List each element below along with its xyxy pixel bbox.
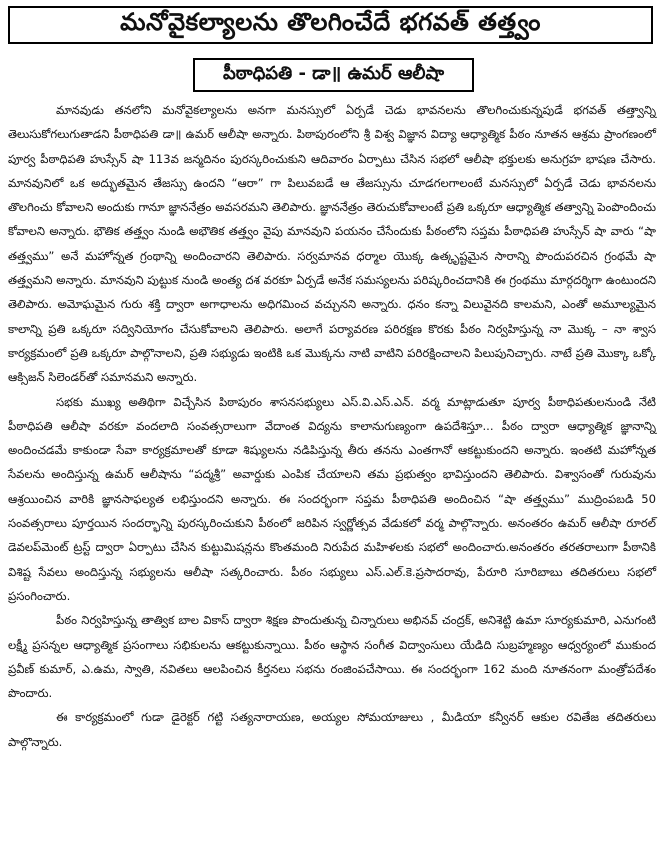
headline-box (8, 6, 653, 44)
article-body (8, 98, 656, 754)
article-paragraph: పీఠం నిర్వహిస్తున్న తాత్విక బాల వికాస్ ద్వారా శిక్షణ పొందుతున్న చిన్నారులు అభినవ్ చంద్రక్, అనిశెట్టి ఉమా సూర్యకుమారి, ఎనుగంటి లక్ష్మీ ప్రసన్నల ఆధ్యాత్మిక ప్రసంగాలు సభికులను ఆకట్టుకున్నాయి. పీఠం ఆస్థాన సంగీత విద్వాంసులు యేడిది సుబ్రహ్మణ్యం ఆధ్వర్యంలో ముకుంద ప్రవీణ్ కుమార్, ఎ.ఉమ, స్వాతి, నవితలు ఆలపించిన కీర్తనలు సభను రంజింపచేసాయి. ఈ సందర్భంగా 162 మంది నూతనంగా మంత్రోపదేశం పొందారు. (8, 613, 656, 701)
byline: పీఠాధిపతి - డా॥ ఉమర్ ఆలీషా (222, 62, 445, 84)
headline: మనోవైకల్యాలను తొలగించేదే భగవత్ తత్త్వం (120, 8, 541, 36)
article-paragraph: సభకు ముఖ్య అతిథిగా విచ్చేసిన పిఠాపురం శాసనసభ్యులు ఎస్.వి.ఎస్.ఎన్. వర్మ మాట్లాడుతూ పూర్వ పీఠాధిపతులనుండి నేటి పీఠాధిపతి ఆలీషా వరకూ వందలాది సంవత్సరాలుగా వేదాంత విద్యను కాలానుగుణ్యంగా ఉపదేశిస్తూ... పీఠం ద్వారా ఆధ్యాత్మిక జ్ఞానాన్ని అందించడమే కాకుండా సేవా కార్యక్రమాలతో కూడా శిష్యులను నడిపిస్తున్న తీరు తనను ఎంతగానో ఆకట్టుకుందని అన్నారు. ఇంతటి మహోన్నత సేవలను అందిస్తున్న ఉమర్ ఆలీషాను “పద్మశ్రీ” అవార్డుకు ఎంపిక చేయాలని తమ ప్రభుత్వం భావిస్తుందని తెలిపారు. విశ్వాసంతో గురువును ఆశ్రయించిన వారికి జ్ఞానసాఫల్యత లభిస్తుందని అన్నారు. ఈ సందర్భంగా సప్తమ పీఠాధిపతి అందించిన “షా తత్త్వము” ముద్రింపబడి 50 సంవత్సరాలు పూర్తయిన సందర్భాన్ని పురస్కరించుకుని పీఠంలో జరిపిన స్వర్ణోత్సవ వేడుకలో వర్మ పాల్గొన్నారు. అనంతరం ఉమర్ ఆలీషా రూరల్ డెవలప్‌మెంట్ ట్రస్ట్ ద్వారా ఏర్పాటు చేసిన కుట్టుమిషన్లను కొంతమంది నిరుపేద మహిళలకు సభలో అందించారు.అనంతరం తరతరాలుగా పీఠానికి విశిష్ట సేవలు అందిస్తున్న సభ్యులను ఆలీషా సత్కరించారు. పీఠం సభ్యులు ఎస్.ఎల్.కె.ప్రసాదరావు, పేరూరి సూరిబాబు తదితరులు సభలో ప్రసంగించారు. (8, 394, 656, 603)
article-paragraph: మానవుడు తనలోని మనోవైకల్యాలను అనగా మనస్సులో ఏర్పడే చెడు భావనలను తొలగించుకున్నపుడే భగవత్ తత్త్వాన్ని తెలుసుకోగలుగుతాడని పీఠాధిపతి డా॥ ఉమర్ ఆలీషా అన్నారు. పిఠాపురంలోని శ్రీ విశ్వ విజ్ఞాన విద్యా ఆధ్యాత్మిక పీఠం నూతన ఆశ్రమ ప్రాంగణంలో పూర్వ పీఠాధిపతి హుస్సేన్ షా 113వ జన్మదినం పురస్కరించుకుని ఆదివారం ఏర్పాటు చేసిన సభలో ఆలీషా భక్తులకు అనుగ్రహ భాషణ చేసారు. మానవునిలో ఒక అద్భుతమైన తేజస్సు ఉందని “ఆరా” గా పిలువబడే ఆ తేజస్సును చూడగలగాలంటే మనస్సులో ఏర్పడే చెడు భావనలను తొలగించు కోవాలని అందుకు గానూ జ్ఞాననేత్రం అవసరమని తెలిపారు. జ్ఞాననేత్రం తెరుచుకోవాలంటే ప్రతి ఒక్కరూ ఆధ్యాత్మిక తత్వాన్ని పెంపొందించు కోవాలని అన్నారు. భౌతిక తత్త్వం నుండి అభౌతిక తత్త్వం వైపు మానవుని పయనం చేసేందుకు పీఠంలోని సప్తమ పీఠాధిపతి హుస్సేన్ షా వారు “షా తత్త్వము” అనే మహోన్నత గ్రంథాన్ని అందించారని తెలిపారు. సర్వమానవ ధర్మాల యొక్క ఉత్కృష్టమైన సారాన్ని పొందుపరచిన గ్రంథమే షా తత్త్వమని అన్నారు. మానవుని పుట్టుక నుండి అంత్య దశ వరకూ ఏర్పడే అనేక సమస్యలను పరిష్కరించదానికి ఈ గ్రంథము మార్గదర్శిగా ఉంటుందని తెలిపారు. అమోఘమైన గురు శక్తి ద్వారా అగాధాలను అధిగమించ వచ్చునని అన్నారు. ధనం కన్నా విలువైనది కాలమని, ఎంతో అమూల్యమైన కాలాన్ని ప్రతి ఒక్కరూ సద్వినియోగం చేసుకోవాలని తెలిపారు. అలాగే పర్యావరణ పరిరక్షణ కొరకు పీఠం నిర్వహిస్తున్న నా మొక్క – నా శ్వాస కార్యక్రమంలో ప్రతి ఒక్కరూ పాల్గొనాలని, ప్రతి సభ్యుడు ఇంటికి ఒక మొక్కను నాటి వాటిని పరిరక్షించాలని పిలుపునిచ్చారు. నాటే ప్రతి మొక్కా ఒక్కో ఆక్సిజన్ సిలెండర్‌తో సమానమని అన్నారు. (8, 103, 656, 385)
byline-box (193, 58, 474, 92)
article-paragraph: ఈ కార్యక్రమంలో గుడా డైరెక్టర్ గట్టి సత్యనారాయణ, అయ్యల సోమయాజులు , మీడియా కన్వీనర్ ఆకుల రవితేజ తదితరులు పాల్గొన్నారు. (8, 710, 656, 749)
